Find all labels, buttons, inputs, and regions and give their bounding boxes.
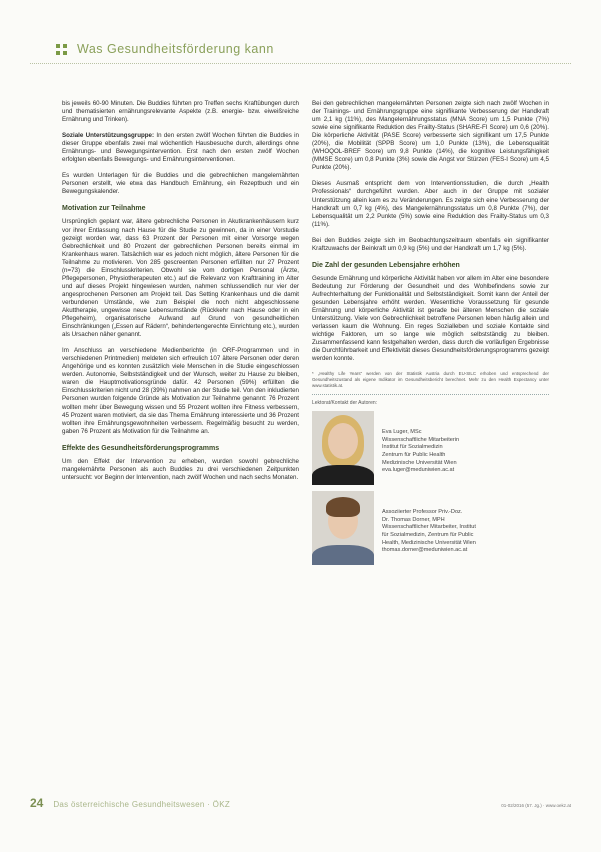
contacts-heading: Lektorat/Kontakt der Autoren: [312,400,378,407]
left-column [62,100,299,490]
author-card-1 [312,411,549,485]
page-number: 24 [30,796,44,810]
issue-info: 01-02/2016 (57. Jg.) · www.oekz.at [501,803,571,808]
right-paragraph-1: Bei den gebrechlichen mangelernährten Personen zeigte sich nach zwölf Wochen in der Trainings- und Ernährungsgruppe eine signifikante Verbesserung der Handkraft um 2,1 kg (11%), des Mangelernährungsstatus (MNA Score) um 1,5 Punkte (7%) sowie eine signifikante Reduktion des Frailty-Status (SHARE-FI Score) um 0,6 (20%). Die körperliche Aktivität (PASE Score) verbesserte sich signifikant um 17,5 Punkte (20%), die Mobilität (SPPB Score) um 1,0 Punkte (13%), die Lebensqualität (WHOQOL-BREF Score) um 9,8 Punkte (14%), die kognitive Leistungsfähigkeit (MMSE Score) um 0,8 Punkte (3%) sowie die Angst vor Stürzen (FES-I Score) um 4,5 Punkte (20%). [312,100,549,172]
left-paragraph-6: Um den Effekt der Intervention zu erheben, wurden sowohl gebrechliche mangelernährte Personen als auch Buddies zu drei verschiedenen Zeitpunkten untersucht: vor Beginn der Intervention, nach zwölf Wochen und nach sechs Monaten. [62,457,299,481]
right-paragraph-4: Gesunde Ernährung und körperliche Aktivität haben vor allem im Alter eine besondere Bedeutung zur Förderung der Gesundheit und des Wohlbefindens sowie zur Aufrechterhaltung der Funktionalität und Selbstständigkeit. Somit kann der Anteil der gesunden Lebensjahre erhöht werden. Wesentliche Voraussetzung für gesunde Ernährung und körperliche Aktivität ist gerade bei älteren Menschen die soziale Unterstützung. Viele von Gebrechlichkeit betroffene Personen leben häufig allein und verlassen kaum die Wohnung. Ein reges Sozialleben und soziale Kontakte sind wichtige Faktoren, um so lange wie möglich selbstständig zu bleiben. Zusammenfassend kann festgehalten werden, dass durch die vorläufigen Ergebnisse die Durchführbarkeit und Effektivität dieses Gesundheitsförderungsprogramms gezeigt werden konnte. [312,274,549,363]
author-photo-2 [312,491,374,565]
heading-effects: Effekte des Gesundheitsförderungsprogramms [62,444,220,452]
author-2-email: thomas.dorner@meduniwien.ac.at [382,547,468,554]
author-1-line: Zentrum für Public Health [382,451,446,458]
author-info-2 [382,491,476,565]
header-dots-icon [56,44,67,55]
author-2-line: Health, Medizinische Universität Wien [382,539,476,546]
author-info-1 [382,411,459,485]
author-card-2 [312,491,549,565]
right-column [312,100,549,571]
header-divider [30,63,571,64]
left-paragraph-2-label: Soziale Unterstützungsgruppe: [62,132,155,140]
author-2-line: Assoziierter Professor Priv.-Doz. [382,509,463,516]
section-title: Was Gesundheitsförderung kann [77,42,274,56]
section-header [56,42,274,56]
author-photo-1 [312,411,374,485]
author-1-line: Medizinische Universität Wien [382,459,457,466]
left-paragraph-4: Ursprünglich geplant war, ältere gebrechliche Personen in Akutkrankenhäusern kurz vor ihrer Entlassung nach Hause für die Studie zu gewinnen, da in einer Vorstudie gezeigt worden war, dass 63 Prozent der Personen mit einer Vorsorge wegen Gebrechlichkeit und 80 Prozent der gebrechlichen Personen bereits einmal im Krankenhaus waren. Tatsächlich war es jedoch nicht möglich, ältere Personen für die Teilnahme zu motivieren. Von 285 gescreenten Personen erfüllten nur 27 Prozent (n=73) die Einschlusskriterien. Obwohl sie vom dortigen Personal (Ärzte, Pflegepersonen, Physiotherapeuten etc.) auf die Relevanz von Krafttraining im Alter und auf dieses Projekt hingewiesen wurden, nahmen schlussendlich nur vier der angesprochenen Personen am Projekt teil. Das Setting Krankenhaus und die damit verbundenen Umstände, wie zum Beispiel die noch nicht abgeschlossene Akuttherapie, ungewisse neue Lebensumstände (Rückkehr nach Hause oder in ein Pflegeheim), organisatorische Aufwand auf Grund von gesundheitlichen Einschränkungen („Essen auf Rädern“, behindertengerechte Einrichtung etc.), wurden als Ursachen näher genannt. [62,218,299,339]
left-paragraph-5: Im Anschluss an verschiedene Medienberichte (in ORF-Programmen und in verschiedenen Printmedien) meldeten sich erfreulich 107 ältere Personen oder deren Angehörige und es konnten zusätzlich viele Menschen in die Studie eingeschlossen werden. Autonomie, Selbstständigkeit und der Wunsch, weiter zu Hause zu bleiben, waren die Hauptmotivationsgründe dafür. 42 Personen (59%) erfüllten die Einschlusskriterien nicht und 28 (39%) nahmen an der Studie teil. Von den inkludierten Personen wurden folgende Gründe als Motivation zur Teilnahme genannt: 76 Prozent wollten mehr über Bewegung wissen und 55 Prozent wollten ihre Fitness verbessern, 45 Prozent waren motiviert, da sie das Thema Ernährung interessierte und 36 Prozent wollten ihre Ernährungsgewohnheiten verbessern. Regelmäßig besucht zu werden, gaben 76 Prozent als Motivation für die Teilnahme an. [62,347,299,435]
footnote: * „Healthy Life Years“ werden von der Statistik Austria durch EU-SILC erhoben und entsprechend der Gesundheitszustand als eigene Indikator im Gesundheitsbericht berechnet. Mehr zu den Health Expectancy unter www.statistik.at. [312,371,549,388]
heading-healthy-years: Die Zahl der gesunden Lebensjahre erhöhen [312,261,460,269]
author-2-name: Dr. Thomas Dorner, MPH [382,516,445,523]
author-1-line: Institut für Sozialmedizin [382,444,443,451]
author-1-line: Wissenschaftliche Mitarbeiterin [382,436,460,443]
author-2-line: für Sozialmedizin, Zentrum für Public [382,531,474,538]
author-1-name: Eva Luger, MSc [382,429,422,436]
right-paragraph-3: Bei den Buddies zeigte sich im Beobachtungszeitraum ebenfalls ein signifikanter Kraftzuwachs der Beinkraft um 0,9 kg (5%) und der Handkraft um 1,7 kg (5%). [312,236,549,252]
publication-title: Das österreichische Gesundheitswesen · ÖKZ [53,800,231,809]
left-paragraph-1: bis jeweils 60-90 Minuten. Die Buddies führten pro Treffen sechs Kraftübungen durch und thematisierten ernährungsrelevante Aspekte (z.B. energie- bzw. eiweißreiche Ernährung und Trinken). [62,100,299,124]
right-paragraph-2: Dieses Ausmaß entspricht dem von Interventionsstudien, die durch „Health Professionals“ durchgeführt wurden. Aber auch in der Gruppe mit sozialer Unterstützung allein kam es zu Veränderungen. Es zeigte sich eine Verbesserung der Handkraft um 0,7 kg (4%), des Mangelernährungsstatus um 0,8 Punkte (7%), der Lebensqualität um 2,2 Punkte (5%) sowie eine Reduktion des Frailty-Status um 0,3 (11%). [312,180,549,228]
left-paragraph-2-text: In den ersten zwölf Wochen führten die Buddies in dieser Gruppe ebenfalls zwei mal wöchentlich Hausbesuche durch, allerdings ohne Ernährungs- und Bewegungsintervention. Erst nach den ersten zwölf Wochen erfolgten ebenfalls Bewegungs- und Ernährungsinterventionen. [62,132,299,164]
heading-motivation: Motivation zur Teilnahme [62,205,146,213]
page-footer [30,796,571,810]
left-paragraph-3: Es wurden Unterlagen für die Buddies und die gebrechlichen mangelernährten Personen erstellt, wie etwa das Handbuch Ernährung, ein Rezeptbuch und ein Bewegungskalender. [62,172,299,196]
author-2-line: Wissenschaftlicher Mitarbeiter, Institut [382,524,476,531]
author-contacts [312,394,549,565]
author-1-email: eva.luger@meduniwien.ac.at [382,467,455,474]
left-paragraph-2 [62,132,299,164]
